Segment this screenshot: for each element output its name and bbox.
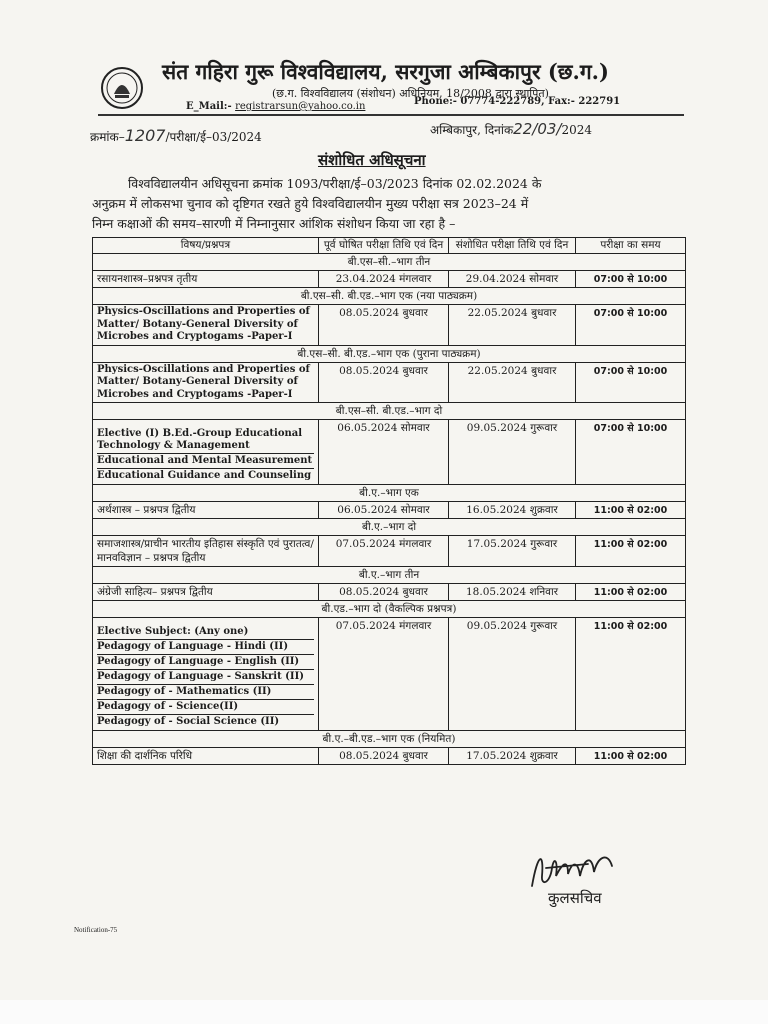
table-row	[93, 618, 686, 731]
list-item: Pedagogy of Language - English (II)	[97, 654, 314, 669]
signatory-title: कुलसचिव	[548, 889, 602, 907]
body-line: विश्वविद्यालयीन अधिसूचना क्रमांक 1093/परीक्षा/ई–03/2023 दिनांक 02.02.2024 के	[128, 176, 542, 191]
new-date-cell: 16.05.2024 शुक्रवार	[449, 502, 576, 519]
list-item: Pedagogy of Language - Hindi (II)	[97, 639, 314, 654]
list-item: Pedagogy of - Mathematics (II)	[97, 684, 314, 699]
subject-cell	[93, 420, 319, 485]
new-date-cell: 22.05.2024 बुधवार	[449, 305, 576, 346]
list-item: Educational Guidance and Counseling	[97, 468, 314, 483]
header-new-date: संशोधित परीक्षा तिथि एवं दिन	[449, 238, 576, 254]
new-date-cell: 17.05.2024 गुरूवार	[449, 536, 576, 567]
section-heading-row	[93, 567, 686, 584]
notice-title: संशोधित अधिसूचना	[318, 151, 426, 169]
subject-cell: समाजशास्त्र/प्राचीन भारतीय इतिहास संस्कृति एवं पुरातत्व/मानवविज्ञान – प्रश्नपत्र द्वितीय	[93, 536, 319, 567]
subject-cell: Physics-Oscillations and Properties of Matter/ Botany-General Diversity of Microbes and Cryptogams -Paper-I	[93, 305, 319, 346]
old-date-cell: 08.05.2024 बुधवार	[319, 305, 449, 346]
table-row	[93, 305, 686, 346]
list-item: Elective Subject: (Any one)	[97, 626, 249, 637]
subject-cell	[93, 618, 319, 731]
time-cell: 07:00 से 10:00	[576, 305, 686, 346]
place-date-prefix: अम्बिकापुर, दिनांक	[430, 123, 514, 137]
scan-margin	[0, 1000, 768, 1024]
section-heading-row	[93, 345, 686, 362]
section-heading-row	[93, 403, 686, 420]
subject-cell: शिक्षा की दार्शनिक परिधि	[93, 748, 319, 765]
reference-number	[90, 126, 262, 145]
subject-cell: Physics-Oscillations and Properties of Matter/ Botany-General Diversity of Microbes and Cryptogams -Paper-I	[93, 362, 319, 403]
time-cell: 07:00 से 10:00	[576, 420, 686, 485]
header-divider	[98, 114, 684, 116]
new-date-cell: 22.05.2024 बुधवार	[449, 362, 576, 403]
time-cell: 07:00 से 10:00	[576, 362, 686, 403]
new-date-cell: 17.05.2024 शुक्रवार	[449, 748, 576, 765]
university-seal-icon	[100, 66, 144, 110]
header-time: परीक्षा का समय	[576, 238, 686, 254]
section-heading: बी.ए.–बी.एड.–भाग एक (नियमित)	[93, 731, 686, 748]
subject-list	[97, 625, 314, 729]
handwritten-date: 22/03/	[513, 120, 562, 138]
time-cell: 11:00 से 02:00	[576, 584, 686, 601]
time-cell: 11:00 से 02:00	[576, 748, 686, 765]
old-date-cell: 06.05.2024 सोमवार	[319, 502, 449, 519]
section-heading-row	[93, 288, 686, 305]
new-date-cell: 09.05.2024 गुरूवार	[449, 618, 576, 731]
list-item: Pedagogy of - Science(II)	[97, 699, 314, 714]
subject-cell: अर्थशास्त्र – प्रश्नपत्र द्वितीय	[93, 502, 319, 519]
section-heading: बी.एस–सी. बी.एड.–भाग एक (नया पाठ्यक्रम)	[93, 288, 686, 305]
table-row	[93, 362, 686, 403]
time-cell: 11:00 से 02:00	[576, 618, 686, 731]
section-heading-row	[93, 731, 686, 748]
old-date-cell: 08.05.2024 बुधवार	[319, 748, 449, 765]
body-line: निम्न कक्षाओं की समय–सारणी में निम्नानुसार आंशिक संशोधन किया जा रहा है –	[92, 216, 456, 231]
table-row	[93, 536, 686, 567]
section-heading-row	[93, 601, 686, 618]
place-date	[430, 120, 592, 138]
section-heading-row	[93, 485, 686, 502]
section-heading: बी.ए.–भाग एक	[93, 485, 686, 502]
subject-cell: रसायनशास्त्र–प्रश्नपत्र तृतीय	[93, 271, 319, 288]
footnote: Notification-75	[74, 926, 118, 934]
list-item: Educational and Mental Measurement	[97, 455, 313, 466]
email-value: registrarsun@yahoo.co.in	[235, 101, 366, 112]
university-name: संत गहिरा गुरू विश्वविद्यालय, सरगुजा अम्बिकापुर (छ.ग.)	[162, 59, 609, 84]
section-heading: बी.एड.–भाग दो (वैकल्पिक प्रश्नपत्र)	[93, 601, 686, 618]
schedule-table	[92, 237, 686, 765]
old-date-cell: 08.05.2024 बुधवार	[319, 584, 449, 601]
section-heading-row	[93, 519, 686, 536]
old-date-cell: 07.05.2024 मंगलवार	[319, 536, 449, 567]
email-label: E_Mail:-	[186, 101, 236, 112]
section-heading: बी.एस–सी. बी.एड.–भाग दो	[93, 403, 686, 420]
date-year: 2024	[561, 123, 592, 137]
table-row	[93, 748, 686, 765]
section-heading: बी.एस–सी. बी.एड.–भाग एक (पुराना पाठ्यक्रम)	[93, 345, 686, 362]
old-date-cell: 08.05.2024 बुधवार	[319, 362, 449, 403]
new-date-cell: 29.04.2024 सोमवार	[449, 271, 576, 288]
old-date-cell: 06.05.2024 सोमवार	[319, 420, 449, 485]
table-row	[93, 584, 686, 601]
list-item: Pedagogy of - Social Science (II)	[97, 714, 314, 729]
header-subject: विषय/प्रश्नपत्र	[93, 238, 319, 254]
list-item: Pedagogy of Language - Sanskrit (II)	[97, 669, 314, 684]
ref-prefix: क्रमांक–	[90, 130, 125, 144]
time-cell: 11:00 से 02:00	[576, 536, 686, 567]
body-line: अनुक्रम में लोकसभा चुनाव को दृष्टिगत रखते हुये विश्वविद्यालयीन मुख्य परीक्षा सत्र 2023–24 में	[92, 196, 529, 211]
old-date-cell: 07.05.2024 मंगलवार	[319, 618, 449, 731]
notice-body	[92, 174, 684, 234]
section-heading: बी.ए.–भाग तीन	[93, 567, 686, 584]
phone-fax: Phone:- 07774-222789, Fax:- 222791	[414, 96, 621, 107]
section-heading-row	[93, 254, 686, 271]
table-row	[93, 502, 686, 519]
header-old-date: पूर्व घोषित परीक्षा तिथि एवं दिन	[319, 238, 449, 254]
section-heading: बी.एस–सी.–भाग तीन	[93, 254, 686, 271]
ref-number: 1207	[124, 126, 166, 145]
table-row	[93, 271, 686, 288]
new-date-cell: 18.05.2024 शनिवार	[449, 584, 576, 601]
ref-suffix: /परीक्षा/ई–03/2024	[165, 130, 262, 144]
table-header-row	[93, 238, 686, 254]
subject-list	[97, 427, 314, 483]
subject-cell: अंग्रेजी साहित्य– प्रश्नपत्र द्वितीय	[93, 584, 319, 601]
list-item: Elective (I) B.Ed.-Group Educational Technology & Management	[97, 428, 303, 451]
old-date-cell: 23.04.2024 मंगलवार	[319, 271, 449, 288]
new-date-cell: 09.05.2024 गुरूवार	[449, 420, 576, 485]
university-subtitle: (छ.ग. विश्वविद्यालय (संशोधन) अधिनियम, 18/2008 द्वारा स्थापित)	[272, 87, 549, 100]
section-heading: बी.ए.–भाग दो	[93, 519, 686, 536]
time-cell: 11:00 से 02:00	[576, 502, 686, 519]
time-cell: 07:00 से 10:00	[576, 271, 686, 288]
table-row	[93, 420, 686, 485]
email-line	[186, 101, 365, 112]
